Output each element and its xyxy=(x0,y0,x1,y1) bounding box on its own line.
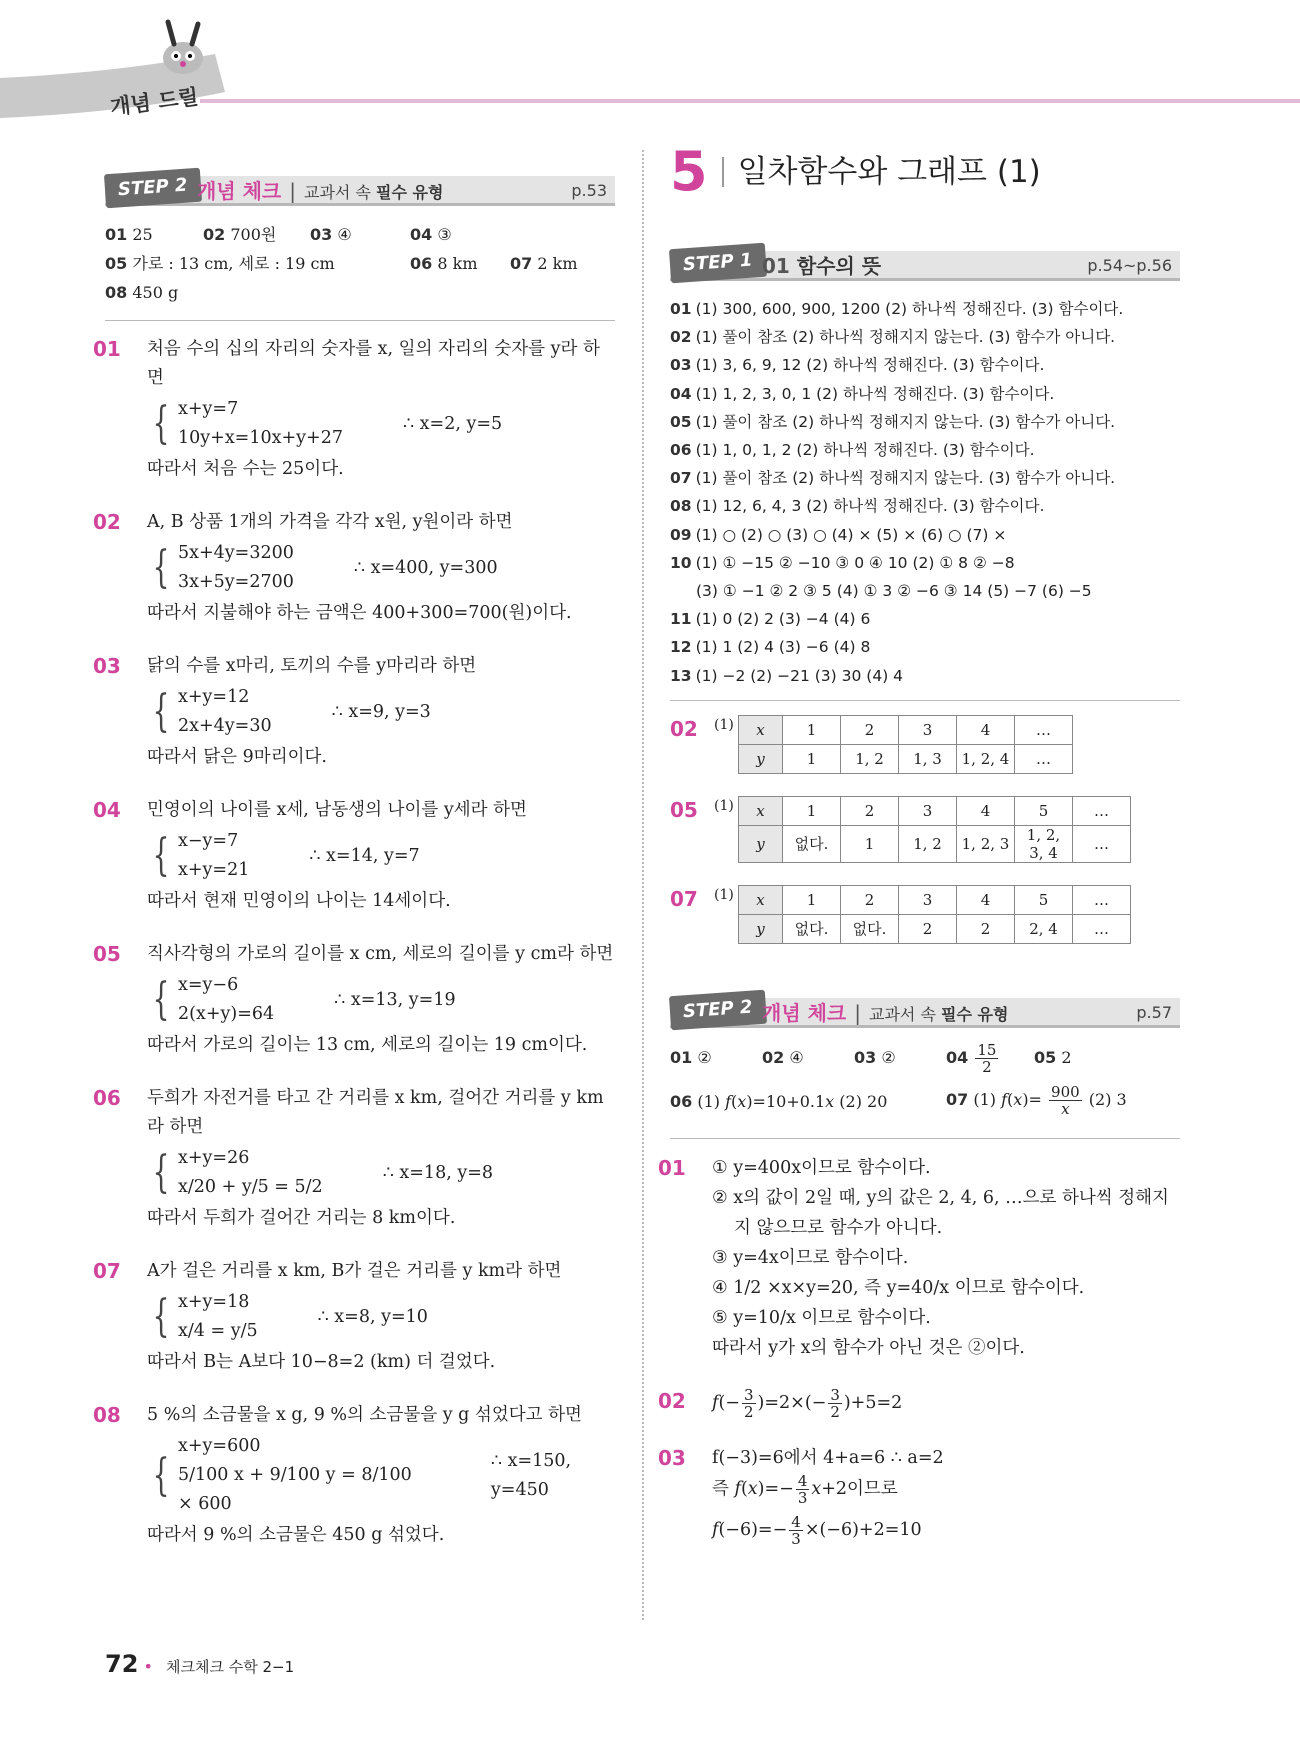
answer-grid-2: 01 ② 02 ④ 03 ② 04 $\frac{15}{2}$ 05 2 06 (1) f(x)=10+0.1x (2) 20 07 (1) f(x)= $\frac{900}{x}$ (2) 3 xyxy=(670,1040,1127,1118)
table-cell: 1 xyxy=(783,715,841,744)
solution-03: 03 f(−3)=6에서 4+a=6 ∴ a=2 즉 f(x)=− $\frac{4}{3}$ x+2이므로 f(−6)=− $\frac{4}{3}$ ×(−6)+2=10 xyxy=(658,1445,944,1548)
step1-header xyxy=(670,243,1180,285)
table-cell: 4 xyxy=(957,715,1015,744)
step2-header xyxy=(670,990,1180,1032)
solution-02: 02 A, B 상품 1개의 가격을 각각 x원, y원이라 하면 { 5x+4y=3200 3x+5y=2700 ∴ x=400, y=300 따라서 지불해야 하는 금액은 400+300=700(원)이다. xyxy=(93,510,572,623)
column-divider xyxy=(642,150,644,1620)
table-cell: y xyxy=(739,825,783,862)
table-cell: … xyxy=(1073,796,1131,825)
table-cell: x xyxy=(739,796,783,825)
table-cell: … xyxy=(1015,744,1073,773)
table-cell: 5 xyxy=(1015,796,1073,825)
table-cell: 4 xyxy=(957,796,1015,825)
table-07: 07 (1) x 1 2 3 4 5 … y 없다. 없다. 2 2 2, 4 … xyxy=(670,885,1180,944)
table-cell: 1 xyxy=(841,825,899,862)
step-title: 개념 체크 | 교과서 속 필수 유형 xyxy=(197,179,444,203)
right-column xyxy=(658,140,1180,1571)
table-cell: 2 xyxy=(899,914,957,943)
page-ref: p.54~p.56 xyxy=(1087,256,1172,275)
step2-header xyxy=(105,168,615,210)
table-cell: 1, 2 xyxy=(899,825,957,862)
step-title: 01 함수의 뜻 xyxy=(762,254,882,278)
table-cell: x xyxy=(739,715,783,744)
table-cell: 1 xyxy=(783,744,841,773)
list-item: 04 (1) 1, 2, 3, 0, 1 (2) 하나씩 정해진다. (3) 함수이다. xyxy=(670,384,1055,403)
table-cell: 없다. xyxy=(783,914,841,943)
footer: 72 • 체크체크 수학 2−1 xyxy=(105,1650,295,1678)
solution-06: 06 두희가 자전거를 타고 간 거리를 x km, 걸어간 거리를 y km라 하면 { x+y=26 x/20 + y/5 = 5/2 ∴ x=18, y=8 따라서 두희가 걸어간 거리는 8 km이다. xyxy=(93,1086,604,1228)
answer-list xyxy=(670,295,1180,690)
divider xyxy=(670,700,1180,701)
table-cell: 1 xyxy=(783,885,841,914)
table-cell: 1, 2, 4 xyxy=(957,744,1015,773)
solution-line: 따라서 y가 x의 함수가 아닌 것은 ②이다. xyxy=(712,1337,1025,1358)
header-label: 개념 드릴 xyxy=(108,84,200,120)
table-cell: 3 xyxy=(899,885,957,914)
solution-line: ② x의 값이 2일 때, y의 값은 2, 4, 6, …으로 하나씩 정해지 xyxy=(712,1187,1169,1208)
step-title: 개념 체크 | 교과서 속 필수 유형 xyxy=(762,1000,1009,1025)
list-item: 08 (1) 12, 6, 4, 3 (2) 하나씩 정해진다. (3) 함수이다. xyxy=(670,497,1045,516)
page-ref: p.57 xyxy=(1136,1002,1172,1022)
table-cell: 2 xyxy=(841,796,899,825)
table-cell: y xyxy=(739,744,783,773)
table-cell: … xyxy=(1073,825,1131,862)
table-cell: 1, 2, 3, 4 xyxy=(1015,825,1073,862)
solution-03: 03 닭의 수를 x마리, 토끼의 수를 y마리라 하면 { x+y=12 2x+4y=30 ∴ x=9, y=3 따라서 닭은 9마리이다. xyxy=(93,654,477,767)
left-column xyxy=(93,168,615,1574)
table-cell: 1, 3 xyxy=(899,744,957,773)
step-tag: STEP 1 xyxy=(669,243,767,284)
solution-05: 05 직사각형의 가로의 길이를 x cm, 세로의 길이를 y cm라 하면 { x=y−6 2(x+y)=64 ∴ x=13, y=19 따라서 가로의 길이는 13 cm, 세로의 길이는 19 cm이다. xyxy=(93,942,614,1055)
list-item: 06 (1) 1, 0, 1, 2 (2) 하나씩 정해진다. (3) 함수이다. xyxy=(670,441,1035,460)
solution-07: 07 A가 걸은 거리를 x km, B가 걸은 거리를 y km라 하면 { x+y=18 x/4 = y/5 ∴ x=8, y=10 따라서 B는 A보다 10−8=2 (km) 더 걸었다. xyxy=(93,1259,562,1372)
table-cell: … xyxy=(1015,715,1073,744)
book-title: 체크체크 수학 2−1 xyxy=(166,1658,295,1676)
list-item: 02 (1) 풀이 참조 (2) 하나씩 정해지지 않는다. (3) 함수가 아니다. xyxy=(670,328,1116,347)
table-cell: x xyxy=(739,885,783,914)
list-item: 10 (1) ① −15 ② −10 ③ 0 ④ 10 (2) ① 8 ② −8 xyxy=(670,553,1015,572)
solution-line: ③ y=4x이므로 함수이다. xyxy=(712,1247,909,1268)
list-item: 12 (1) 1 (2) 4 (3) −6 (4) 8 xyxy=(670,638,871,657)
chapter-number: 5 xyxy=(670,140,708,203)
list-item: 03 (1) 3, 6, 9, 12 (2) 하나씩 정해진다. (3) 함수이다. xyxy=(670,356,1045,375)
chapter-title: 일차함수와 그래프 (1) xyxy=(722,157,1041,187)
step-tag: STEP 2 xyxy=(104,168,202,209)
table-cell: 2 xyxy=(841,715,899,744)
page-ref: p.53 xyxy=(571,181,607,200)
mascot-icon xyxy=(152,18,214,80)
table-cell: 1, 2 xyxy=(841,744,899,773)
list-item: 01 (1) 300, 600, 900, 1200 (2) 하나씩 정해진다. (3) 함수이다. xyxy=(670,300,1124,318)
divider xyxy=(670,1138,1180,1139)
list-item: 07 (1) 풀이 참조 (2) 하나씩 정해지지 않는다. (3) 함수가 아니다. xyxy=(670,469,1116,488)
solution-01: 01 ① y=400x이므로 함수이다. ② x의 값이 2일 때, y의 값은 2, 4, 6, …으로 하나씩 정해지 지 않으므로 함수가 아니다. ③ y=4x이므로 함수이다. ④ 1/2 ×x×y=20, 즉 y=40/x 이므로 함수이다. ⑤ y=10/x 이므로 함수이다. 따라서 y가 x의 함수가 아닌 것은 ②이다. xyxy=(670,1153,1180,1363)
table-cell: … xyxy=(1073,914,1131,943)
header-rule xyxy=(200,99,1300,103)
page-number: 72 xyxy=(105,1650,139,1678)
table-05: 05 (1) x 1 2 3 4 5 … y 없다. 1 1, 2 1, 2, 3 1, 2, 3, 4 … xyxy=(670,796,1180,863)
table-cell: 5 xyxy=(1015,885,1073,914)
table-cell: 2, 4 xyxy=(1015,914,1073,943)
list-item: (3) ① −1 ② 2 ③ 5 (4) ① 3 ② −6 ③ 14 (5) −7 (6) −5 xyxy=(696,582,1092,601)
step-tag: STEP 2 xyxy=(669,990,767,1031)
list-item: 05 (1) 풀이 참조 (2) 하나씩 정해지지 않는다. (3) 함수가 아니다. xyxy=(670,412,1116,431)
solution-08: 08 5 %의 소금물을 x g, 9 %의 소금물을 y g 섞었다고 하면 { x+y=600 5/100 x + 9/100 y = 8/100 × 600 ∴ x=150, y=450 따라서 9 %의 소금물은 450 g 섞었다. xyxy=(93,1403,582,1545)
chapter-heading xyxy=(670,140,1180,203)
table-cell: 3 xyxy=(899,715,957,744)
table-cell: 1, 2, 3 xyxy=(957,825,1015,862)
table-02: 02 (1) x 1 2 3 4 … y 1 1, 2 1, 3 1, 2, 4 … xyxy=(670,715,1180,774)
table-cell: 없다. xyxy=(841,914,899,943)
answer-grid: 01 25 02 700원 03 ④ 04 ③ 05 가로 : 13 cm, 세로 : 19 cm 06 8 km 07 2 km 08 450 g xyxy=(105,225,578,302)
table-cell: 없다. xyxy=(783,825,841,862)
list-item: 13 (1) −2 (2) −21 (3) 30 (4) 4 xyxy=(670,666,904,685)
solution-01: 01 처음 수의 십의 자리의 숫자를 x, 일의 자리의 숫자를 y라 하면 { x+y=7 10y+x=10x+y+27 ∴ x=2, y=5 따라서 처음 수는 25이다. xyxy=(93,337,600,479)
solution-04: 04 민영이의 나이를 x세, 남동생의 나이를 y세라 하면 { x−y=7 x+y=21 ∴ x=14, y=7 따라서 현재 민영이의 나이는 14세이다. xyxy=(93,798,527,911)
table-cell: 1 xyxy=(783,796,841,825)
solution-line: ④ 1/2 ×x×y=20, 즉 y=40/x 이므로 함수이다. xyxy=(712,1277,1085,1298)
solution-02: 02 f(− $\frac{3}{2}$ )=2×(− $\frac{3}{2}$ )+5=2 xyxy=(658,1385,903,1421)
list-item: 09 (1) ○ (2) ○ (3) ○ (4) × (5) × (6) ○ (7) × xyxy=(670,525,1007,544)
table-cell: 4 xyxy=(957,885,1015,914)
table-cell: … xyxy=(1073,885,1131,914)
divider xyxy=(105,320,615,321)
table-cell: y xyxy=(739,914,783,943)
table-cell: 2 xyxy=(841,885,899,914)
solution-line: ① y=400x이므로 함수이다. xyxy=(712,1157,931,1178)
list-item: 11 (1) 0 (2) 2 (3) −4 (4) 6 xyxy=(670,610,871,629)
solution-line: ⑤ y=10/x 이므로 함수이다. xyxy=(712,1307,931,1328)
solution-line: 지 않으므로 함수가 아니다. xyxy=(734,1217,943,1238)
table-cell: 2 xyxy=(957,914,1015,943)
table-cell: 3 xyxy=(899,796,957,825)
